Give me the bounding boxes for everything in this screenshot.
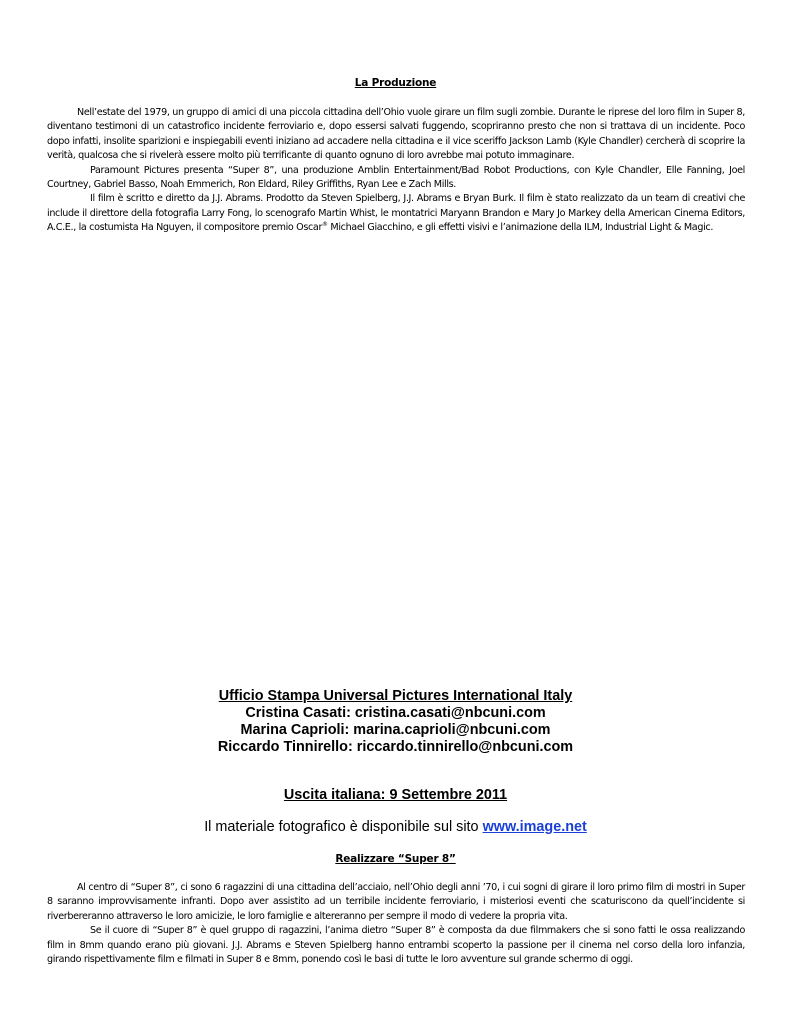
press-contact: Riccardo Tinnirello: riccardo.tinnirello@nbcuni.com <box>217 739 574 755</box>
paragraph <box>47 192 745 235</box>
section-title-production: La Produzione <box>354 77 437 89</box>
production-text <box>47 106 745 236</box>
photo-text: Il materiale fotografico è disponibile sul sito <box>204 819 483 835</box>
paragraph: Paramount Pictures presenta “Super 8”, una produzione Amblin Entertainment/Bad Robot Productions, con Kyle Chandler, Elle Fanning, Joel Courtney, Gabriel Basso, Noah Emmerich, Ron Eldard, Riley Griffiths, Ryan Lee e Zach Mills. <box>47 164 745 191</box>
release-date: Uscita italiana: 9 Settembre 2011 <box>283 787 508 803</box>
press-office-block <box>0 688 791 756</box>
press-contact: Cristina Casati: cristina.casati@nbcuni.com <box>245 705 546 721</box>
making-text <box>47 881 745 967</box>
press-office-title: Ufficio Stampa Universal Pictures International Italy <box>218 688 573 704</box>
paragraph: Nell’estate del 1979, un gruppo di amici di una piccola cittadina dell’Ohio vuole girare un film sugli zombie. Durante le riprese del loro film in Super 8, diventano testimoni di un catastrofico incidente ferroviario e, dopo essersi salvati fuggendo, scopriranno presto che non si trattava di un incidente. Poco dopo infatti, insolite sparizioni e inspiegabili eventi iniziano ad accadere nella cittadina e il vice sceriffo Jackson Lamb (Kyle Chandler) cercherà di scoprire la verità, qualcosa che si rivelerà essere molto più terrificante di quanto ognuno di loro avrebbe mai potuto immaginare. <box>47 107 745 162</box>
press-contact: Marina Caprioli: marina.caprioli@nbcuni.com <box>240 722 551 738</box>
image-net-link[interactable]: www.image.net <box>482 819 587 835</box>
paragraph: Al centro di “Super 8”, ci sono 6 ragazzini di una cittadina dell’acciaio, nell’Ohio degli anni ’70, i cui sogni di girare il loro primo film di mostri in Super 8 saranno improvvisamente infranti. Dopo aver assistito ad un terribile incidente ferroviario, i misteriosi eventi che scaturiscono da quell’incidente si riverbereranno attraverso le loro amicizie, le loro famiglie e altereranno per sempre il modo di vedere la propria vita. <box>47 882 745 922</box>
paragraph: Se il cuore di “Super 8” è quel gruppo di ragazzini, l’anima dietro “Super 8” è composta da due filmmakers che si sono fatti le ossa realizzando film in 8mm quando erano più giovani. J.J. Abrams e Steven Spielberg hanno entrambi scoperto la passione per il cinema nel corso della loro infanzia, girando rispettivamente film e filmati in Super 8 e 8mm, ponendo così le basi di tutte le loro avventure sul grande schermo di oggi. <box>47 925 745 966</box>
registered-mark: ® <box>322 221 328 229</box>
section-title-making: Realizzare “Super 8” <box>335 853 456 865</box>
paragraph-text: Michael Giacchino, e gli effetti visivi e l’animazione della ILM, Industrial Light & Magic. <box>327 222 714 234</box>
photo-availability <box>0 819 791 835</box>
paragraph-text: Il film è scritto e diretto da J.J. Abrams. Prodotto da Steven Spielberg, J.J. Abrams e Bryan Burk. Il film è stato realizzato da un team di creativi che include il direttore della fotografia Larry Fong, lo scenografo Martin Whist, le montatrici Maryann Brandon e Mary Jo Markey della American Cinema Editors, A.C.E., la costumista Ha Nguyen, il compositore premio Oscar <box>47 193 745 234</box>
